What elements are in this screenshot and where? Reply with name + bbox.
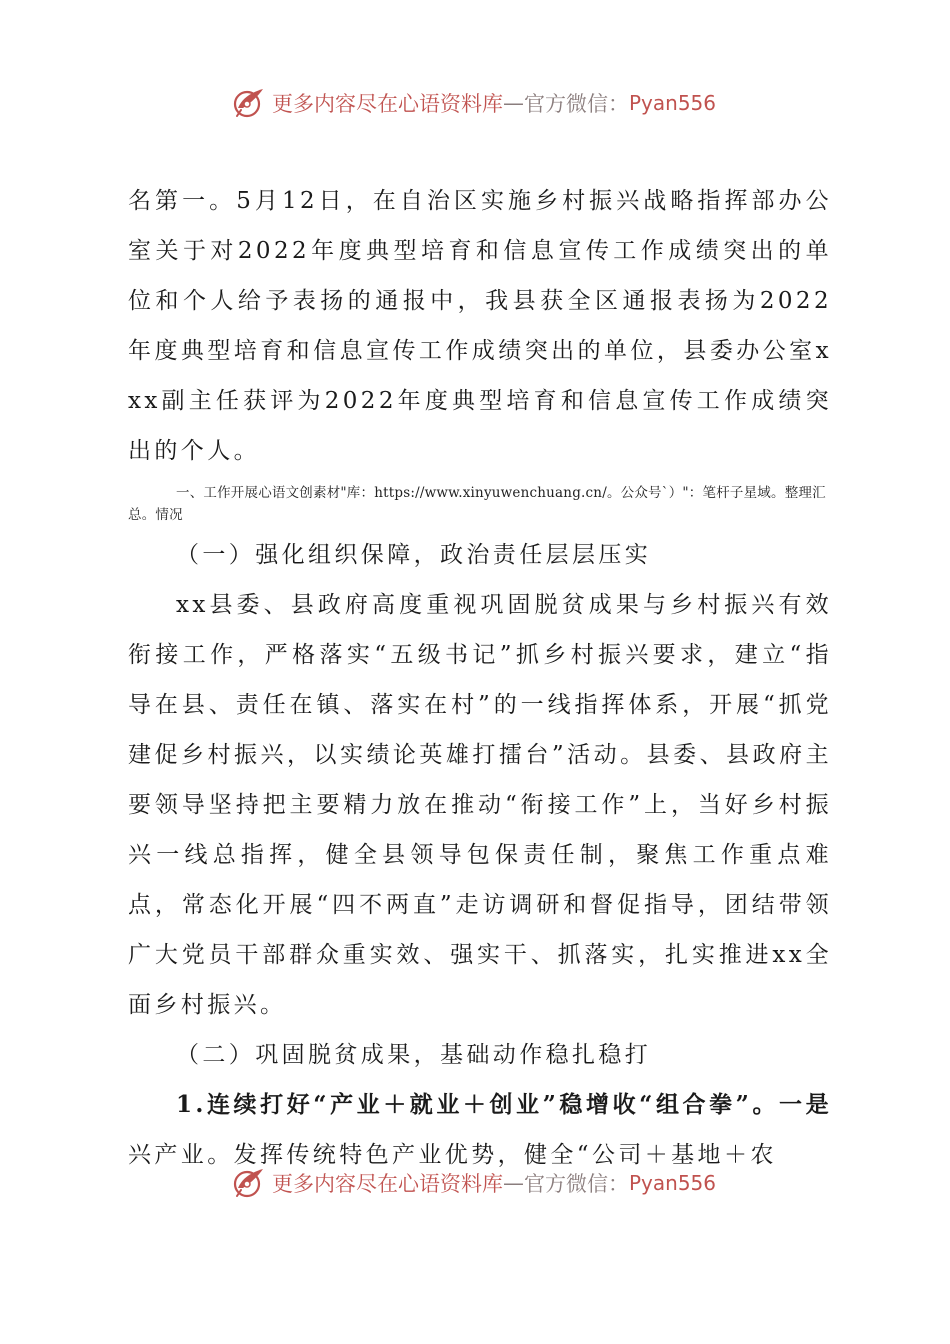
document-body: [128, 176, 832, 1180]
paragraph-3-text: 兴产业。发挥传统特色产业优势，健全“公司＋基地＋农: [128, 1142, 777, 1168]
section-heading-1: （一）强化组织保障，政治责任层层压实: [176, 542, 652, 568]
quill-logo-icon: [232, 86, 266, 120]
watermark-id: Pyan556: [629, 1171, 717, 1195]
source-note: 一、工作开展心语文创素材"库：https://www.xinyuwenchuang.cn/。公众号`）"：笔杆子星域。整理汇总。情况: [128, 485, 826, 523]
section-heading-2: （二）巩固脱贫成果，基础动作稳扎稳打: [176, 1042, 652, 1068]
watermark-footer: [232, 1166, 716, 1200]
watermark-label: 官方微信：: [524, 92, 629, 116]
quill-logo-icon: [232, 1166, 266, 1200]
watermark-separator: —: [503, 1171, 524, 1195]
watermark-id: Pyan556: [629, 91, 717, 115]
paragraph-2: xx县委、县政府高度重视巩固脱贫成果与乡村振兴有效衔接工作，严格落实“五级书记”抓乡村振兴要求，建立“指导在县、责任在镇、落实在村”的一线指挥体系，开展“抓党建促乡村振兴，以实绩论英雄打擂台”活动。县委、县政府主要领导坚持把主要精力放在推动“衔接工作”上，当好乡村振兴一线总指挥，健全县领导包保责任制，聚焦工作重点难点，常态化开展“四不两直”走访调研和督促指导，团结带领广大党员干部群众重实效、强实干、抓落实，扎实推进xx全面乡村振兴。: [128, 592, 832, 1018]
watermark-brand: 更多内容尽在心语资料库: [272, 92, 503, 116]
watermark-label: 官方微信：: [524, 1172, 629, 1196]
watermark-header: [232, 86, 716, 120]
watermark-brand: 更多内容尽在心语资料库: [272, 1172, 503, 1196]
paragraph-3-lead: 1.连续打好“产业＋就业＋创业”稳增收“组合拳”。一是: [176, 1091, 832, 1118]
watermark-separator: —: [503, 91, 524, 115]
paragraph-3: [128, 1080, 832, 1180]
paragraph-1: 名第一。5月12日，在自治区实施乡村振兴战略指挥部办公室关于对2022年度典型培育和信息宣传工作成绩突出的单位和个人给予表扬的通报中，我县获全区通报表扬为2022年度典型培育和信息宣传工作成绩突出的单位，县委办公室xxx副主任获评为2022年度典型培育和信息宣传工作成绩突出的个人。: [128, 188, 832, 464]
